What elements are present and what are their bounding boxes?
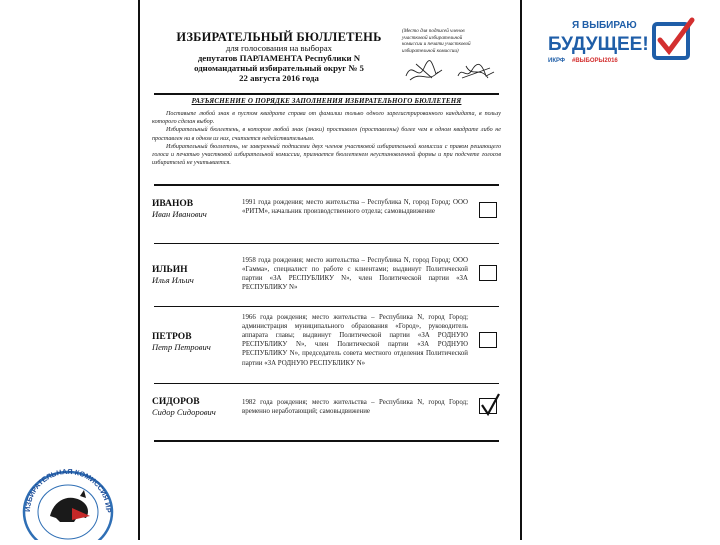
ballot-district: одномандатный избирательный округ № 5	[194, 62, 364, 73]
vote-checkbox[interactable]	[479, 202, 497, 218]
logo-text-top: Я ВЫБИРАЮ	[572, 20, 637, 31]
candidate-info: 1982 года рождения; место жительства – Республика N, город Город; временно неработающий; самовыдвижение	[242, 399, 468, 416]
divider	[154, 440, 499, 442]
instructions-title: РАЗЪЯСНЕНИЕ О ПОРЯДКЕ ЗАПОЛНЕНИЯ ИЗБИРАТЕЛЬНОГО БЮЛЛЕТЕНЯ	[191, 97, 462, 105]
signature-scribble	[402, 56, 498, 86]
logo-tag-1: ИКРФ	[548, 58, 566, 64]
ballot-election: депутатов ПАРЛАМЕНТА Республики N	[197, 52, 361, 63]
candidate-info: 1966 года рождения; место жительства – Республика N, город Город; администрация муниципального образования «Город», руководитель аппарата главы; выдвинут Политической партии «ЗА РОДНУЮ РЕСПУБЛИКУ N», член Политической партии «ЗА РОДНУЮ РЕСПУБЛИКУ N», председатель совета местного отделения Политической партии «ЗА РОДНУЮ РЕСПУБЛИКУ N»	[242, 314, 468, 367]
ballot-date: 22 августа 2016 года	[239, 72, 319, 83]
candidate-given-name: Иван Иванович	[152, 208, 207, 219]
emblem-ring-text: ИЗБИРАТЕЛЬНАЯ КОМИССИЯ ИР	[22, 466, 114, 513]
divider	[154, 184, 499, 186]
logo-text-main: БУДУЩЕЕ!	[548, 34, 649, 55]
campaign-logo	[546, 14, 696, 74]
ballot-sheet	[138, 0, 522, 540]
instruction-paragraph: Поставьте любой знак в пустом квадрате справа от фамилии только одного зарегистрированного кандидата, в пользу которого сделан выбор.	[152, 111, 501, 126]
signature-stamp-area	[402, 28, 502, 86]
instruction-paragraph: Избирательный бюллетень, не заверенный подписями двух членов участковой избирательной комиссии с правом решающего голоса и печатью участковой избирательной комиссии, признается бюллетенем неустановленной формы и при подсчете голосов избирателей не учитывается.	[152, 143, 501, 167]
vote-checkbox[interactable]	[479, 332, 497, 348]
stamp-line: избирательной комиссии)	[402, 47, 459, 54]
logo-tag-2: #ВЫБОРЫ2016	[572, 58, 618, 64]
vote-checkbox[interactable]	[479, 265, 497, 281]
candidate-name	[152, 398, 242, 417]
commission-emblem	[16, 460, 120, 540]
divider	[154, 93, 499, 95]
divider	[154, 243, 499, 244]
ballot-header	[154, 30, 404, 83]
candidate-given-name: Сидор Сидорович	[152, 406, 216, 417]
stamp-line: участковой избирательной	[402, 34, 463, 41]
candidate-surname: ПЕТРОВ	[152, 332, 192, 342]
candidate-info: 1991 года рождения; место жительства – Республика N, город Город; ООО «РИТМ», начальник производственного отдела; самовыдвижение	[242, 199, 468, 216]
candidate-name	[152, 266, 242, 285]
divider	[154, 383, 499, 384]
candidate-given-name: Петр Петрович	[152, 341, 211, 352]
candidate-surname: СИДОРОВ	[152, 397, 200, 407]
ballot-title: ИЗБИРАТЕЛЬНЫЙ БЮЛЛЕТЕНЬ	[176, 30, 382, 44]
stamp-line: комиссии и печати участковой	[402, 41, 471, 47]
instruction-paragraph: Избирательный бюллетень, в котором любой знак (знаки) проставлен (проставлены) более чем в одном квадрате либо не проставлен ни в одном из них, считается недействительным.	[152, 127, 501, 142]
candidate-name	[152, 200, 242, 219]
vote-checkbox-checked[interactable]	[479, 398, 497, 414]
divider	[154, 306, 499, 307]
candidate-surname: ИЛЬИН	[152, 265, 188, 275]
instructions-text	[152, 110, 501, 168]
candidate-given-name: Илья Ильич	[152, 274, 194, 285]
candidate-name	[152, 333, 242, 352]
candidate-info: 1958 года рождения; место жительства – Республика N, город Город; ООО «Гамма», специалист по работе с клиентами; выдвинут Политической партии «ЗА РЕСПУБЛИКУ N», член Политической партии «ЗА РЕСПУБЛИКУ N»	[242, 257, 468, 292]
ballot-subtitle: для голосования на выборах	[225, 43, 333, 53]
checkmark-icon	[479, 393, 501, 417]
stamp-line: (Место для подписей членов	[402, 28, 465, 34]
candidate-surname: ИВАНОВ	[152, 199, 194, 209]
